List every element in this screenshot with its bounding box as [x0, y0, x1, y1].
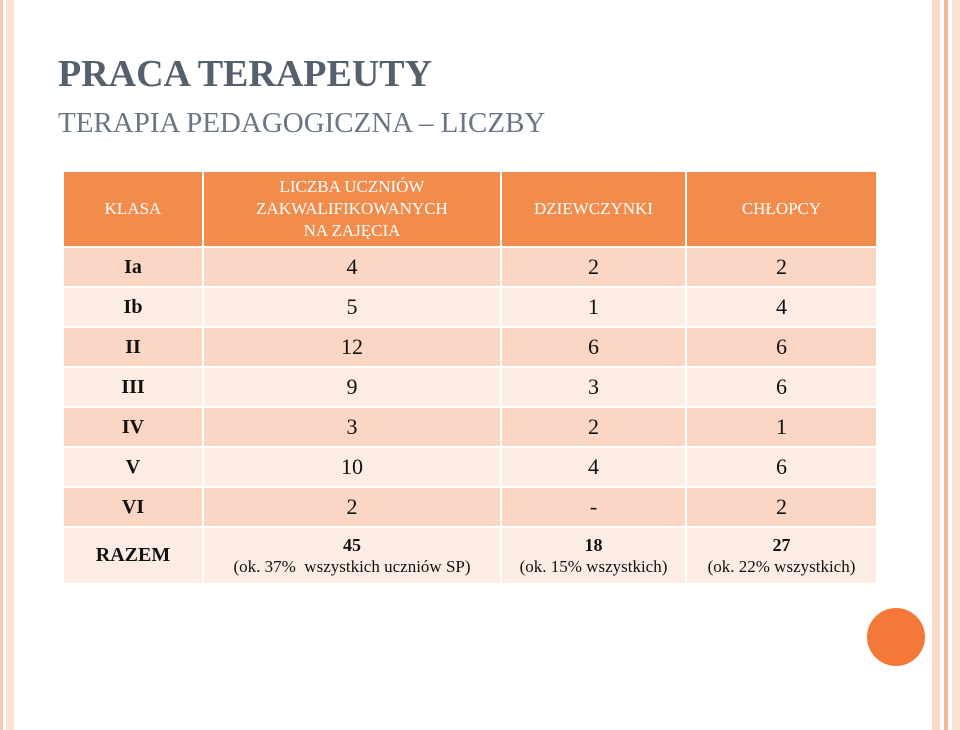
- total-chlopcy-value: 27: [772, 534, 791, 555]
- cell-razem: RAZEM: [64, 527, 203, 584]
- total-liczba-value: 45: [343, 534, 361, 555]
- cell-chlopcy: 2: [686, 247, 876, 287]
- slide-subtitle: TERAPIA PEDAGOGICZNA – LICZBY: [58, 107, 546, 139]
- cell-klasa: VI: [64, 487, 203, 527]
- therapy-stats-table: [64, 172, 876, 585]
- header-liczba-line2: ZAKWALIFIKOWANYCH: [256, 199, 448, 218]
- cell-liczba: 3: [203, 407, 501, 447]
- cell-chlopcy: 2: [686, 487, 876, 527]
- header-klasa: KLASA: [64, 172, 203, 247]
- cell-total-liczba: [203, 527, 501, 584]
- total-liczba-note: (ok. 37% wszystkich uczniów SP): [233, 556, 471, 576]
- cell-dziewczynki: 2: [501, 247, 686, 287]
- slide-title: PRACA TERAPEUTY: [58, 53, 433, 95]
- header-chlopcy: CHŁOPCY: [686, 172, 876, 247]
- cell-chlopcy: 1: [686, 407, 876, 447]
- cell-klasa: Ia: [64, 247, 203, 287]
- cell-chlopcy: 4: [686, 287, 876, 327]
- cell-liczba: 2: [203, 487, 501, 527]
- cell-liczba: 12: [203, 327, 501, 367]
- cell-klasa: III: [64, 367, 203, 407]
- cell-liczba: 5: [203, 287, 501, 327]
- table-row: [64, 367, 876, 407]
- header-liczba-line3: NA ZAJĘCIA: [303, 221, 401, 240]
- cell-liczba: 9: [203, 367, 501, 407]
- cell-dziewczynki: -: [501, 487, 686, 527]
- header-liczba: [203, 172, 501, 247]
- total-chlopcy-note: (ok. 22% wszystkich): [707, 556, 856, 576]
- total-dziewczynki-note: (ok. 15% wszystkich): [519, 556, 668, 576]
- right-decorative-border: [928, 0, 960, 730]
- header-liczba-line1: LICZBA UCZNIÓW: [279, 177, 425, 196]
- table-row: [64, 247, 876, 287]
- cell-liczba: 10: [203, 447, 501, 487]
- header-dziewczynki: DZIEWCZYNKI: [501, 172, 686, 247]
- cell-chlopcy: 6: [686, 447, 876, 487]
- cell-dziewczynki: 4: [501, 447, 686, 487]
- cell-total-chlopcy: [686, 527, 876, 584]
- cell-dziewczynki: 2: [501, 407, 686, 447]
- table-row: [64, 407, 876, 447]
- table-total-row: [64, 527, 876, 584]
- table-row: [64, 487, 876, 527]
- cell-chlopcy: 6: [686, 367, 876, 407]
- table-header-row: [64, 172, 876, 247]
- cell-klasa: IV: [64, 407, 203, 447]
- cell-klasa: II: [64, 327, 203, 367]
- cell-liczba: 4: [203, 247, 501, 287]
- cell-chlopcy: 6: [686, 327, 876, 367]
- cell-klasa: V: [64, 447, 203, 487]
- cell-klasa: Ib: [64, 287, 203, 327]
- table-row: [64, 447, 876, 487]
- table-row: [64, 287, 876, 327]
- decorative-orange-circle: [867, 608, 925, 666]
- left-decorative-border: [0, 0, 14, 730]
- total-dziewczynki-value: 18: [584, 534, 603, 555]
- table-row: [64, 327, 876, 367]
- cell-dziewczynki: 1: [501, 287, 686, 327]
- cell-total-dziewczynki: [501, 527, 686, 584]
- cell-dziewczynki: 6: [501, 327, 686, 367]
- cell-dziewczynki: 3: [501, 367, 686, 407]
